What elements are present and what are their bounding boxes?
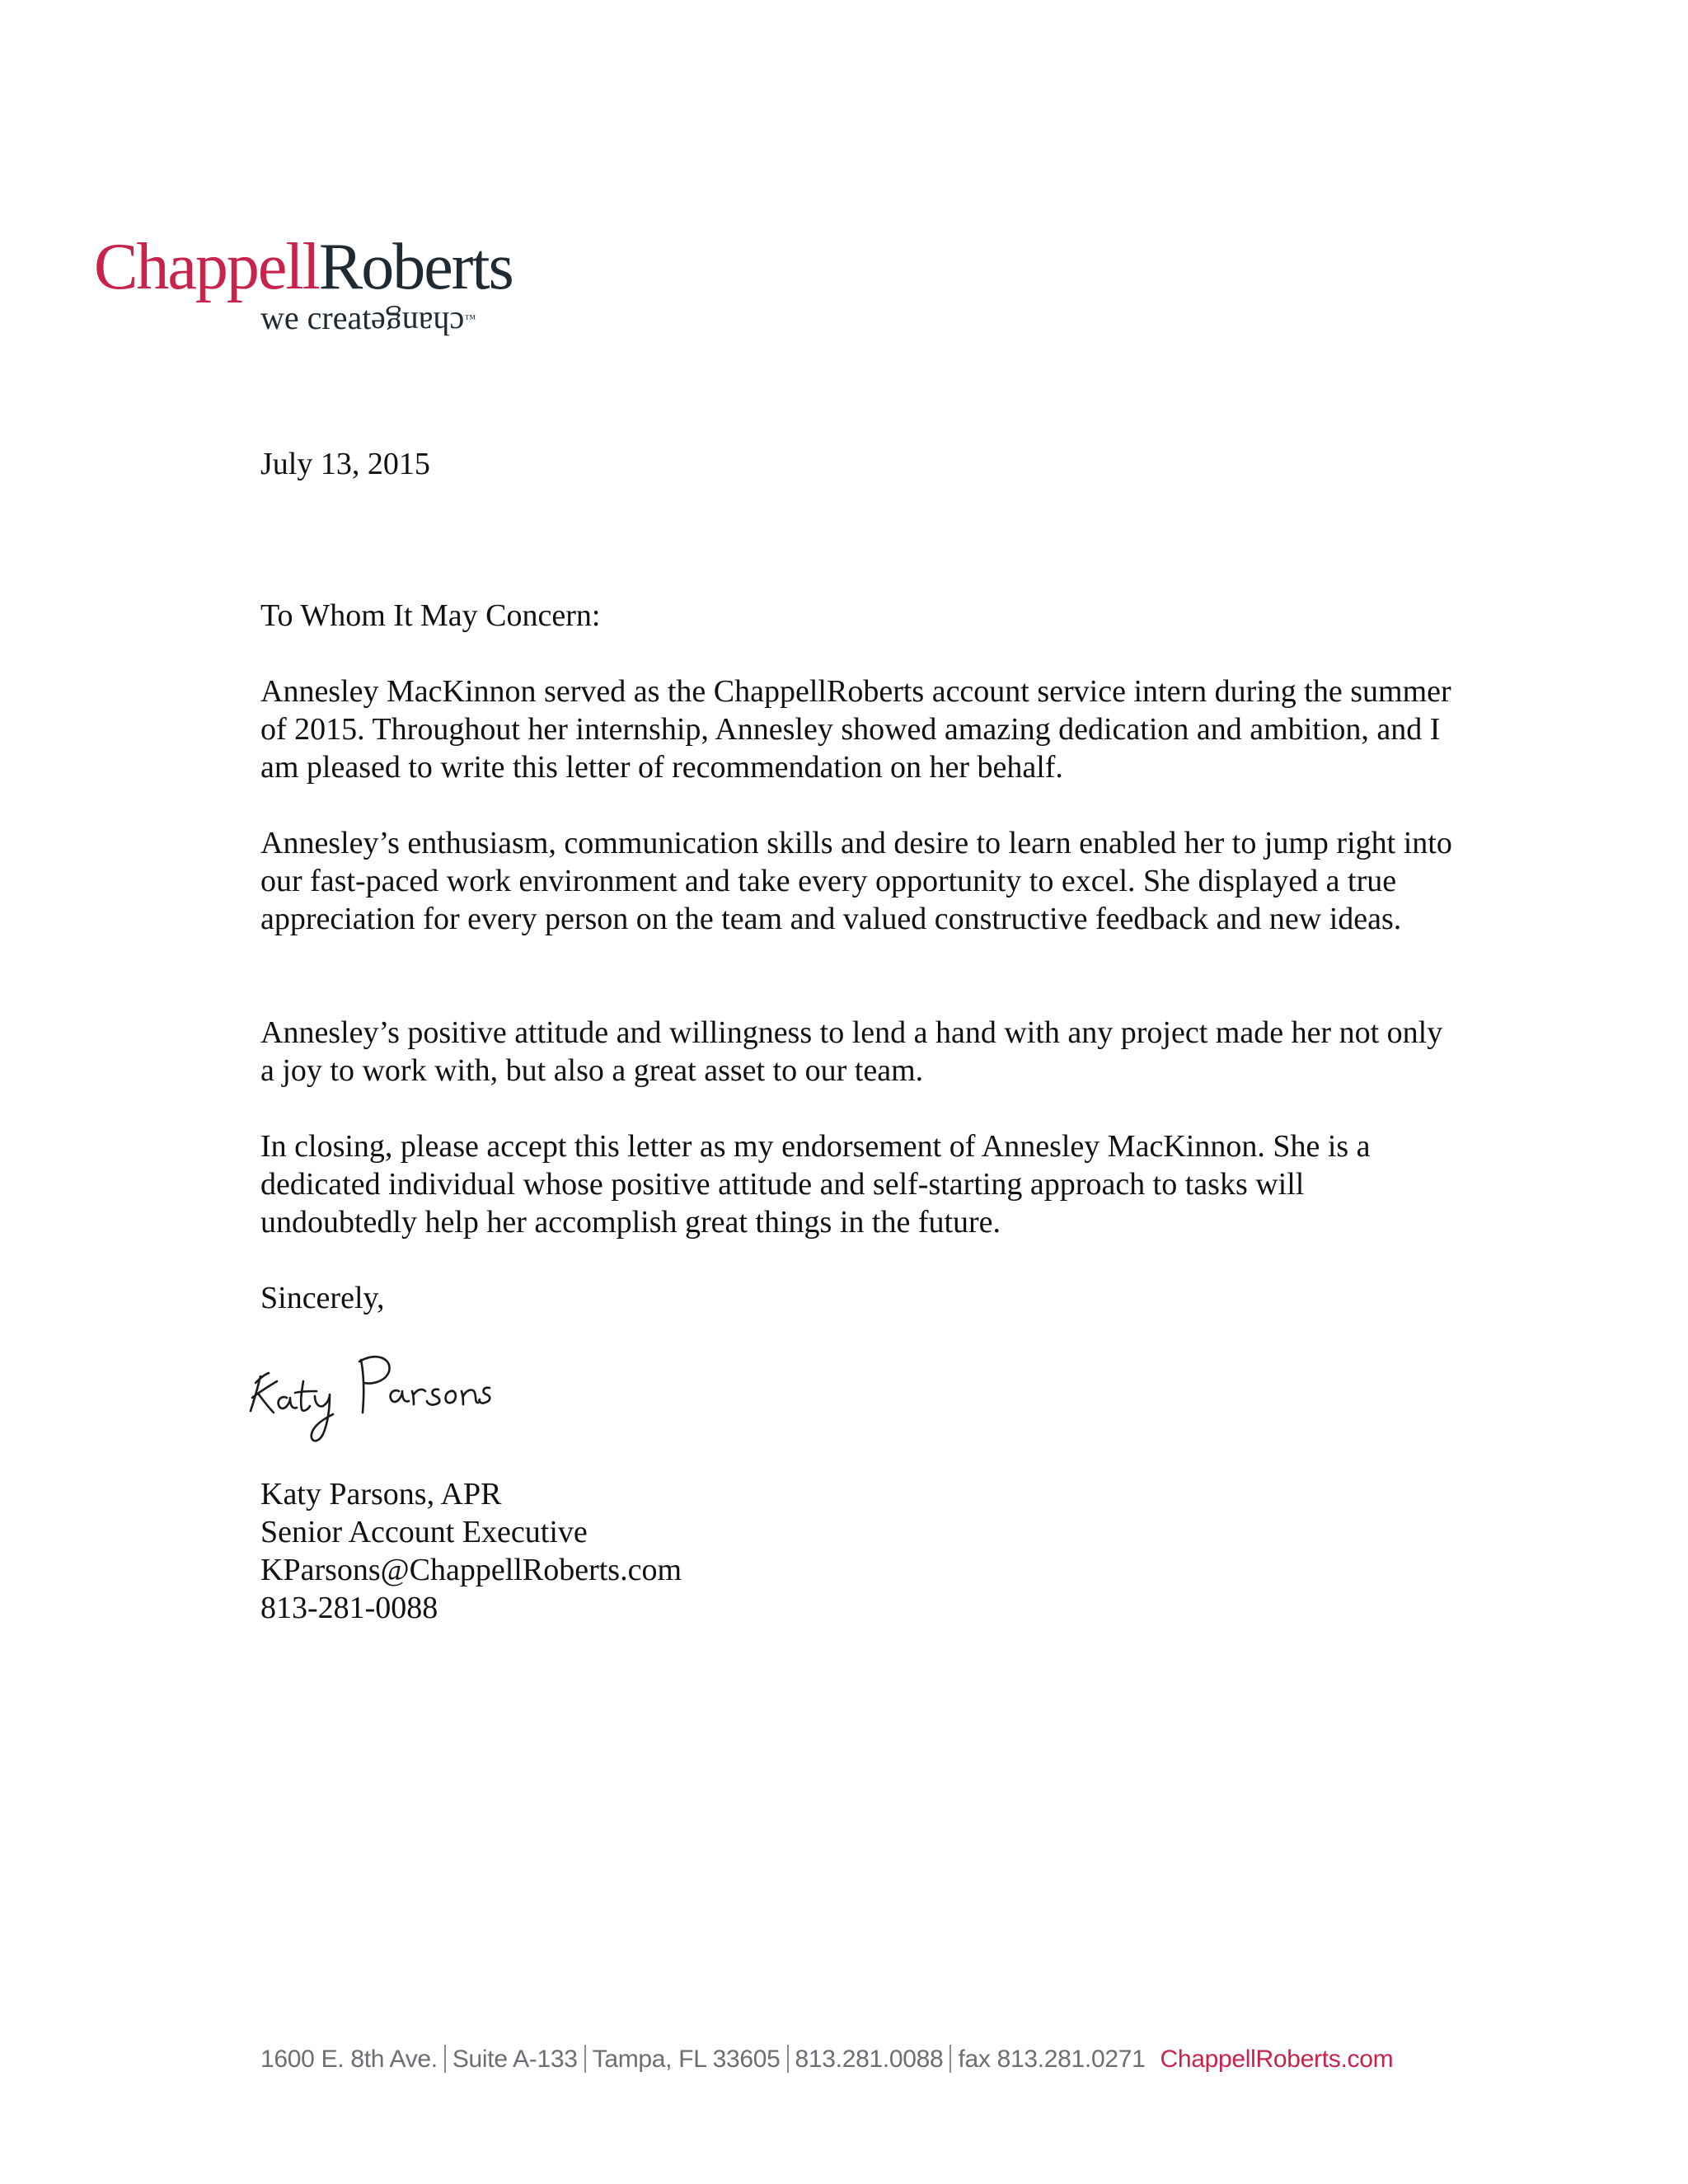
footer-suite: Suite A-133 [452, 2046, 578, 2073]
letter-paragraph: Annesley MacKinnon served as the ChappellRoberts account service intern during the summer of 2015. Throughout her internship, Annesley showed amazing dedication and ambition, and I am pleased to write this letter of recommendation on her behalf. [260, 674, 1451, 785]
company-logo [94, 231, 513, 349]
footer-divider [444, 2045, 446, 2073]
footer-city: Tampa, FL 33605 [592, 2046, 781, 2073]
footer-divider [584, 2045, 586, 2073]
signatory-phone: 813-281-0088 [260, 1591, 438, 1625]
signatory-email: KParsons@ChappellRoberts.com [260, 1553, 682, 1587]
logo-tagline-inverted: change [371, 305, 465, 343]
signature-block [260, 1475, 682, 1627]
footer-divider [787, 2045, 789, 2073]
signatory-title: Senior Account Executive [260, 1515, 588, 1549]
letter-salutation: To Whom It May Concern: [260, 598, 601, 633]
letterhead-footer [260, 2045, 1393, 2074]
footer-address: 1600 E. 8th Ave. [260, 2046, 438, 2073]
letter-date: July 13, 2015 [260, 447, 430, 481]
logo-trademark: ™ [464, 313, 476, 326]
letter-paragraph: In closing, please accept this letter as my endorsement of Annesley MacKinnon. She is a dedicated individual whose positive attitude and self-starting approach to tasks will undoubtedly help her accomplish great things in the future. [260, 1129, 1371, 1240]
logo-wordmark-roberts: Roberts [318, 231, 513, 303]
letter-closing: Sincerely, [260, 1281, 385, 1315]
letter-paragraph: Annesley’s enthusiasm, communication skills and desire to learn enabled her to jump right into our fast-paced work environment and take every opportunity to excel. She displayed a true appreciation for every person on the team and valued constructive feedback and new ideas. [260, 826, 1452, 936]
logo-tagline-prefix: we creat [260, 299, 372, 336]
letter-paragraph: Annesley’s positive attitude and willingness to lend a hand with any project made her not only a joy to work with, but also a great asset to our team. [260, 1015, 1443, 1088]
footer-divider [950, 2045, 951, 2073]
logo-wordmark [94, 231, 513, 303]
logo-wordmark-chappell: Chappell [94, 231, 319, 303]
footer-phone: 813.281.0088 [795, 2046, 944, 2073]
signatory-name: Katy Parsons, APR [260, 1477, 502, 1511]
footer-fax: fax 813.281.0271 [958, 2046, 1146, 2073]
logo-tagline [260, 299, 476, 343]
handwritten-signature [244, 1343, 491, 1451]
footer-website: ChappellRoberts.com [1160, 2046, 1394, 2073]
